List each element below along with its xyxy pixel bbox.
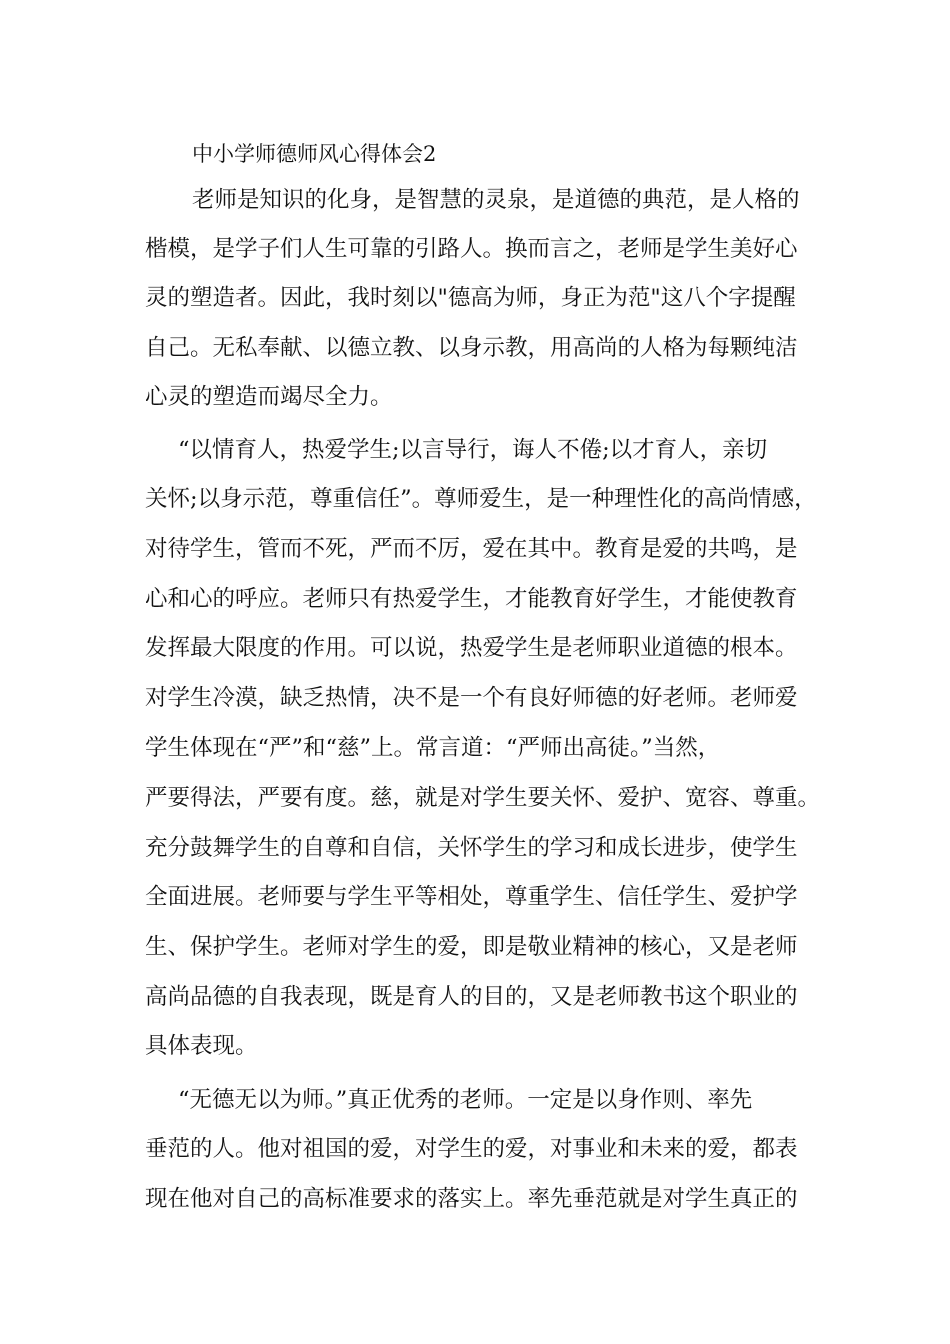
paragraph-3-line-3: 现在他对自己的高标准要求的落实上。率先垂范就是对学生真正的 (145, 1186, 798, 1212)
paragraph-2-line-11: 生、保护学生。老师对学生的爱，即是敬业精神的核心，又是老师 (145, 934, 798, 960)
paragraph-2-line-8: 严要得法，严要有度。慈，就是对学生要关怀、爱护、宽容、尊重。 (145, 785, 821, 811)
paragraph-2-line-12: 高尚品德的自我表现，既是育人的目的，又是老师教书这个职业的 (145, 984, 798, 1010)
paragraph-3-line-2: 垂范的人。他对祖国的爱，对学生的爱，对事业和未来的爱，都表 (145, 1136, 798, 1162)
paragraph-2-line-5: 发挥最大限度的作用。可以说，热爱学生是老师职业道德的根本。 (145, 635, 798, 661)
paragraph-2-line-4: 心和心的呼应。老师只有热爱学生，才能教育好学生，才能使教育 (145, 586, 798, 612)
paragraph-2-line-10: 全面进展。老师要与学生平等相处，尊重学生、信任学生、爱护学 (145, 884, 798, 910)
paragraph-2-line-1: “以情育人，热爱学生;以言导行，诲人不倦;以才育人，亲切 (178, 437, 768, 463)
paragraph-3-line-1: “无德无以为师。”真正优秀的老师。一定是以身作则、率先 (178, 1087, 753, 1113)
paragraph-2-line-13: 具体表现。 (145, 1033, 258, 1059)
paragraph-2-line-7: 学生体现在“严”和“慈”上。常言道：“严师出高徒。”当然， (145, 735, 721, 761)
paragraph-2-line-2: 关怀;以身示范，尊重信任”。尊师爱生，是一种理性化的高尚情感， (145, 486, 817, 512)
paragraph-1-line-2: 楷模，是学子们人生可靠的引路人。换而言之，老师是学生美好心 (145, 236, 798, 262)
paragraph-1-line-5: 心灵的塑造而竭尽全力。 (145, 384, 393, 410)
document-title: 中小学师德师风心得体会2 (192, 142, 437, 166)
paragraph-2-line-6: 对学生冷漠，缺乏热情，决不是一个有良好师德的好老师。老师爱 (145, 685, 798, 711)
paragraph-1-line-1: 老师是知识的化身，是智慧的灵泉，是道德的典范，是人格的 (192, 187, 800, 213)
paragraph-1-line-3: 灵的塑造者。因此，我时刻以"德高为师，身正为范"这八个字提醒 (145, 285, 796, 311)
paragraph-1-line-4: 自己。无私奉献、以德立教、以身示教，用高尚的人格为每颗纯洁 (145, 335, 798, 361)
paragraph-2-line-3: 对待学生，管而不死，严而不厉，爱在其中。教育是爱的共鸣，是 (145, 536, 798, 562)
paragraph-2-line-9: 充分鼓舞学生的自尊和自信，关怀学生的学习和成长进步，使学生 (145, 835, 798, 861)
